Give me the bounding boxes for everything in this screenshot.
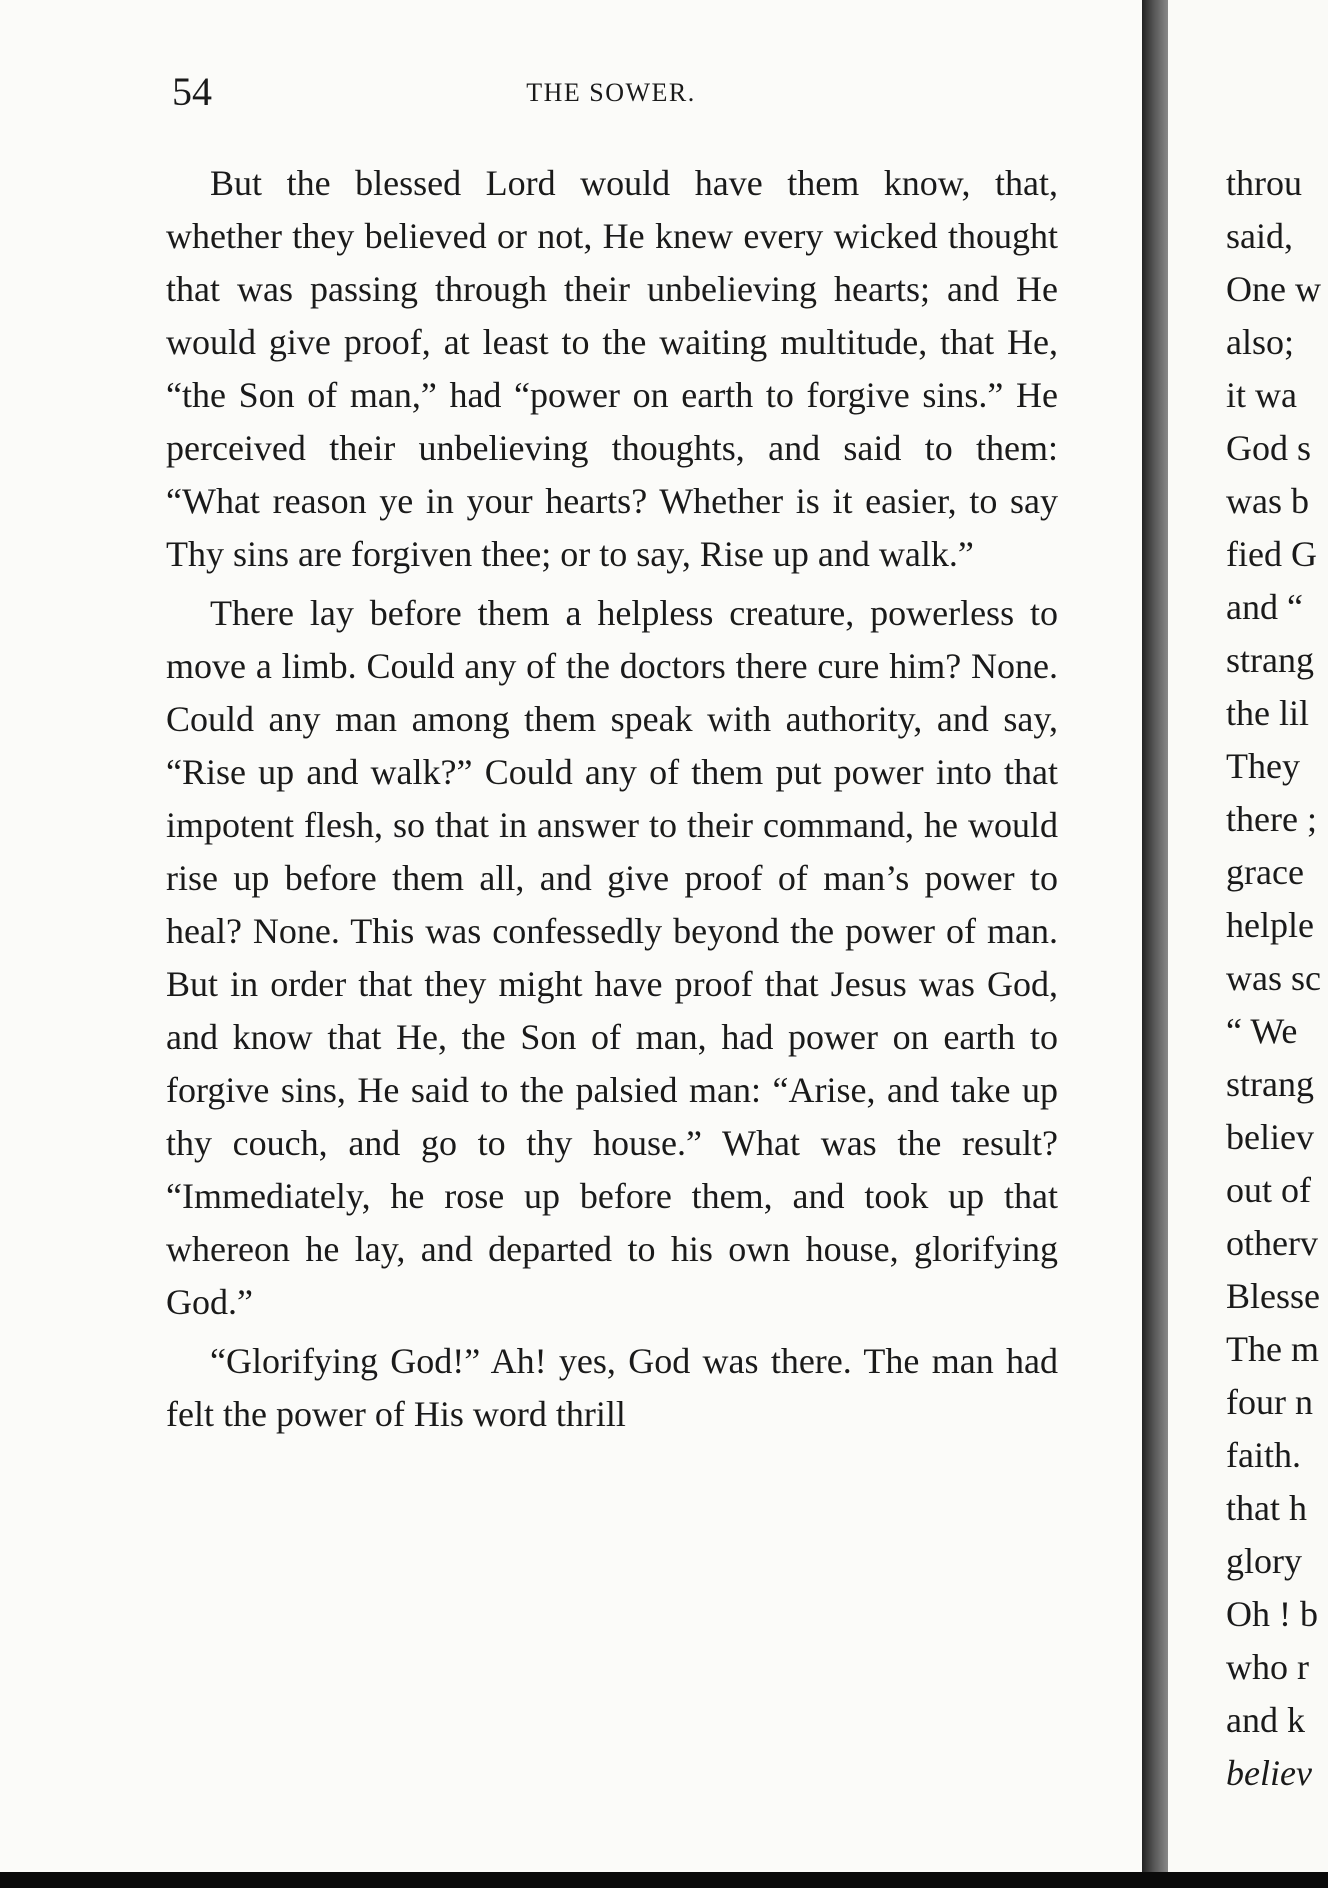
right-page-line: strang	[1226, 1064, 1314, 1104]
right-page-line: said,	[1226, 216, 1293, 256]
right-page-line: was sc	[1226, 958, 1321, 998]
right-page-edge	[1168, 0, 1328, 1888]
paragraph: “Glorifying God!” Ah! yes, God was there. The man had felt the power of His word thrill	[166, 1341, 1058, 1434]
right-page-line: and “	[1226, 587, 1303, 627]
right-page-line: fied G	[1226, 534, 1317, 574]
right-page-line: “ We	[1226, 1011, 1298, 1051]
right-page-line: One w	[1226, 269, 1321, 309]
right-page-line: that h	[1226, 1488, 1307, 1528]
right-page-line: who r	[1226, 1647, 1309, 1687]
right-page-line: grace	[1226, 852, 1304, 892]
right-page-line: otherv	[1226, 1223, 1318, 1263]
right-page-line: faith.	[1226, 1435, 1301, 1475]
paragraph: There lay before them a helpless creature, powerless to move a limb. Could any of the doctors there cure him? None. Could any man among them speak with authority, and say, “Rise up and walk?” Could any of them put power into that impotent flesh, so that in answer to their command, he would rise up before them all, and give proof of man’s power to heal? None. This was confessedly beyond the power of man. But in order that they might have proof that Jesus was God, and know that He, the Son of man, had power on earth to forgive sins, He said to the palsied man: “Arise, and take up thy couch, and go to thy house.” What was the result? “Immediately, he rose up before them, and took up that whereon he lay, and departed to his own house, glorifying God.”	[166, 593, 1058, 1322]
paragraph: But the blessed Lord would have them know, that, whether they believed or not, He knew every wicked thought that was passing through their unbelieving hearts; and He would give proof, at least to the waiting multitude, that He, “the Son of man,” had “power on earth to forgive sins.” He perceived their unbelieving thoughts, and said to them: “What reason ye in your hearts? Whether is it easier, to say Thy sins are forgiven thee; or to say, Rise up and walk.”	[166, 163, 1058, 574]
right-page-line: Oh ! b	[1226, 1594, 1318, 1634]
right-page-line: four n	[1226, 1382, 1313, 1422]
right-page-line: and k	[1226, 1700, 1305, 1740]
right-page-line: believ	[1226, 1753, 1312, 1793]
right-page-line: God s	[1226, 428, 1312, 468]
right-page-text	[1226, 157, 1328, 1800]
right-page-line: was b	[1226, 481, 1309, 521]
page-header	[166, 68, 1056, 118]
right-page-line: helple	[1226, 905, 1314, 945]
right-page-line: Blesse	[1226, 1276, 1320, 1316]
right-page-line: the lil	[1226, 693, 1309, 733]
page-number: 54	[172, 69, 212, 114]
right-page-line: glory	[1226, 1541, 1302, 1581]
right-page-line: strang	[1226, 640, 1314, 680]
right-page-line: it wa	[1226, 375, 1297, 415]
right-page-line: They	[1226, 746, 1300, 786]
right-page-line: there ;	[1226, 799, 1317, 839]
scan-bottom-edge	[0, 1872, 1328, 1888]
right-page-line: also;	[1226, 322, 1294, 362]
right-page-line: throu	[1226, 163, 1302, 203]
right-page-line: believ	[1226, 1117, 1314, 1157]
body-text	[166, 157, 1058, 1447]
right-page-line: The m	[1226, 1329, 1319, 1369]
right-page-line: out of	[1226, 1170, 1311, 1210]
book-gutter	[1142, 0, 1168, 1888]
running-title: THE SOWER.	[526, 78, 696, 107]
